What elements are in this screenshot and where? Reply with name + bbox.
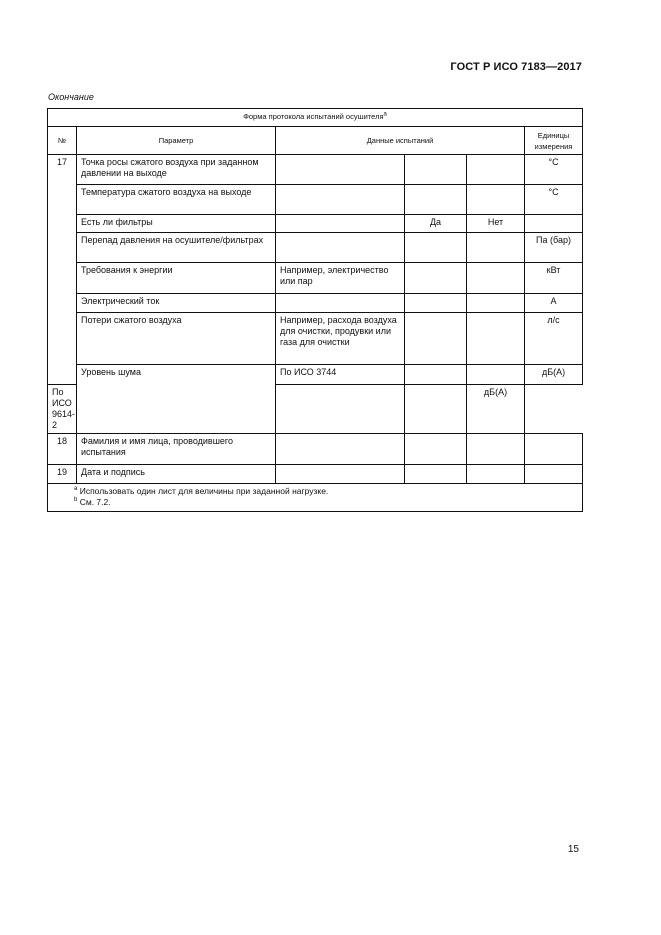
data-cell — [276, 185, 405, 215]
unit-cell — [525, 465, 583, 484]
param-cell: Требования к энергии — [77, 263, 276, 294]
table-row — [48, 365, 583, 385]
param-cell: Температура сжатого воздуха на выходе — [77, 185, 276, 215]
param-cell: Потери сжатого воздуха — [77, 313, 276, 365]
data-cell — [276, 294, 405, 313]
table-footnotes — [48, 484, 583, 512]
data-cell — [276, 233, 405, 263]
data-cell — [405, 465, 467, 484]
data-cell — [405, 263, 467, 294]
yes-cell: Да — [405, 215, 467, 233]
data-cell — [405, 313, 467, 365]
footnote: $^b$ См. 7.2. — [74, 497, 111, 507]
unit-cell — [525, 434, 583, 465]
data-cell — [405, 233, 467, 263]
param-cell: Фамилия и имя лица, проводившего испытания — [77, 434, 276, 465]
unit-cell: °C — [525, 185, 583, 215]
param-cell: Дата и подпись — [77, 465, 276, 484]
param-cell: Есть ли фильтры — [77, 215, 276, 233]
data-cell — [467, 155, 525, 185]
note-cell: По ИСО 9614-2 — [48, 385, 77, 434]
footnote: $^a$ Использовать один лист для величины при заданной нагрузке. — [74, 486, 329, 496]
table-title: Форма протокола испытаний осушителя$^a$ — [48, 109, 583, 127]
table-row — [48, 215, 583, 233]
header-num: № — [48, 127, 77, 155]
table-row — [48, 185, 583, 215]
note-cell: Например, расхода воздуха для очистки, продувки или газа для очистки — [276, 313, 405, 365]
data-cell — [405, 385, 467, 434]
page-number: 15 — [567, 844, 579, 855]
data-cell — [405, 185, 467, 215]
table-row — [48, 465, 583, 484]
continuation-label: Окончание — [48, 92, 94, 102]
table-row — [48, 155, 583, 185]
unit-cell: дБ(А) — [467, 385, 525, 434]
no-cell: Нет — [467, 215, 525, 233]
data-cell — [405, 155, 467, 185]
data-cell — [276, 434, 405, 465]
data-cell — [276, 215, 405, 233]
table-row — [48, 294, 583, 313]
param-cell: Перепад давления на осушителе/фильтрах — [77, 233, 276, 263]
param-cell: Электрический ток — [77, 294, 276, 313]
table-row — [48, 263, 583, 294]
data-cell — [405, 365, 467, 385]
note-cell: По ИСО 3744 — [276, 365, 405, 385]
data-cell — [467, 465, 525, 484]
data-cell — [467, 313, 525, 365]
row-number: 18 — [48, 434, 77, 465]
data-cell — [276, 385, 405, 434]
protocol-table — [47, 108, 583, 512]
header-param: Параметр — [77, 127, 276, 155]
table-row — [48, 233, 583, 263]
table-row — [48, 434, 583, 465]
note-cell: Например, электричество или пар — [276, 263, 405, 294]
row-number: 17 — [48, 155, 77, 385]
data-cell — [405, 434, 467, 465]
unit-cell — [525, 215, 583, 233]
data-cell — [467, 233, 525, 263]
header-units: Единицы измерения — [525, 127, 583, 155]
data-cell — [276, 465, 405, 484]
row-number: 19 — [48, 465, 77, 484]
param-cell: Точка росы сжатого воздуха при заданном давлении на выходе — [77, 155, 276, 185]
table-row — [48, 313, 583, 365]
data-cell — [467, 365, 525, 385]
data-cell — [405, 294, 467, 313]
document-code: ГОСТ Р ИСО 7183—2017 — [450, 61, 582, 73]
unit-cell: °C — [525, 155, 583, 185]
unit-cell: л/с — [525, 313, 583, 365]
data-cell — [467, 434, 525, 465]
data-cell — [467, 185, 525, 215]
unit-cell: А — [525, 294, 583, 313]
data-cell — [276, 155, 405, 185]
data-cell — [467, 294, 525, 313]
param-cell: Уровень шума — [77, 365, 276, 434]
unit-cell: дБ(А) — [525, 365, 583, 385]
unit-cell: кВт — [525, 263, 583, 294]
unit-cell: Па (бар) — [525, 233, 583, 263]
data-cell — [467, 263, 525, 294]
header-data: Данные испытаний — [276, 127, 525, 155]
